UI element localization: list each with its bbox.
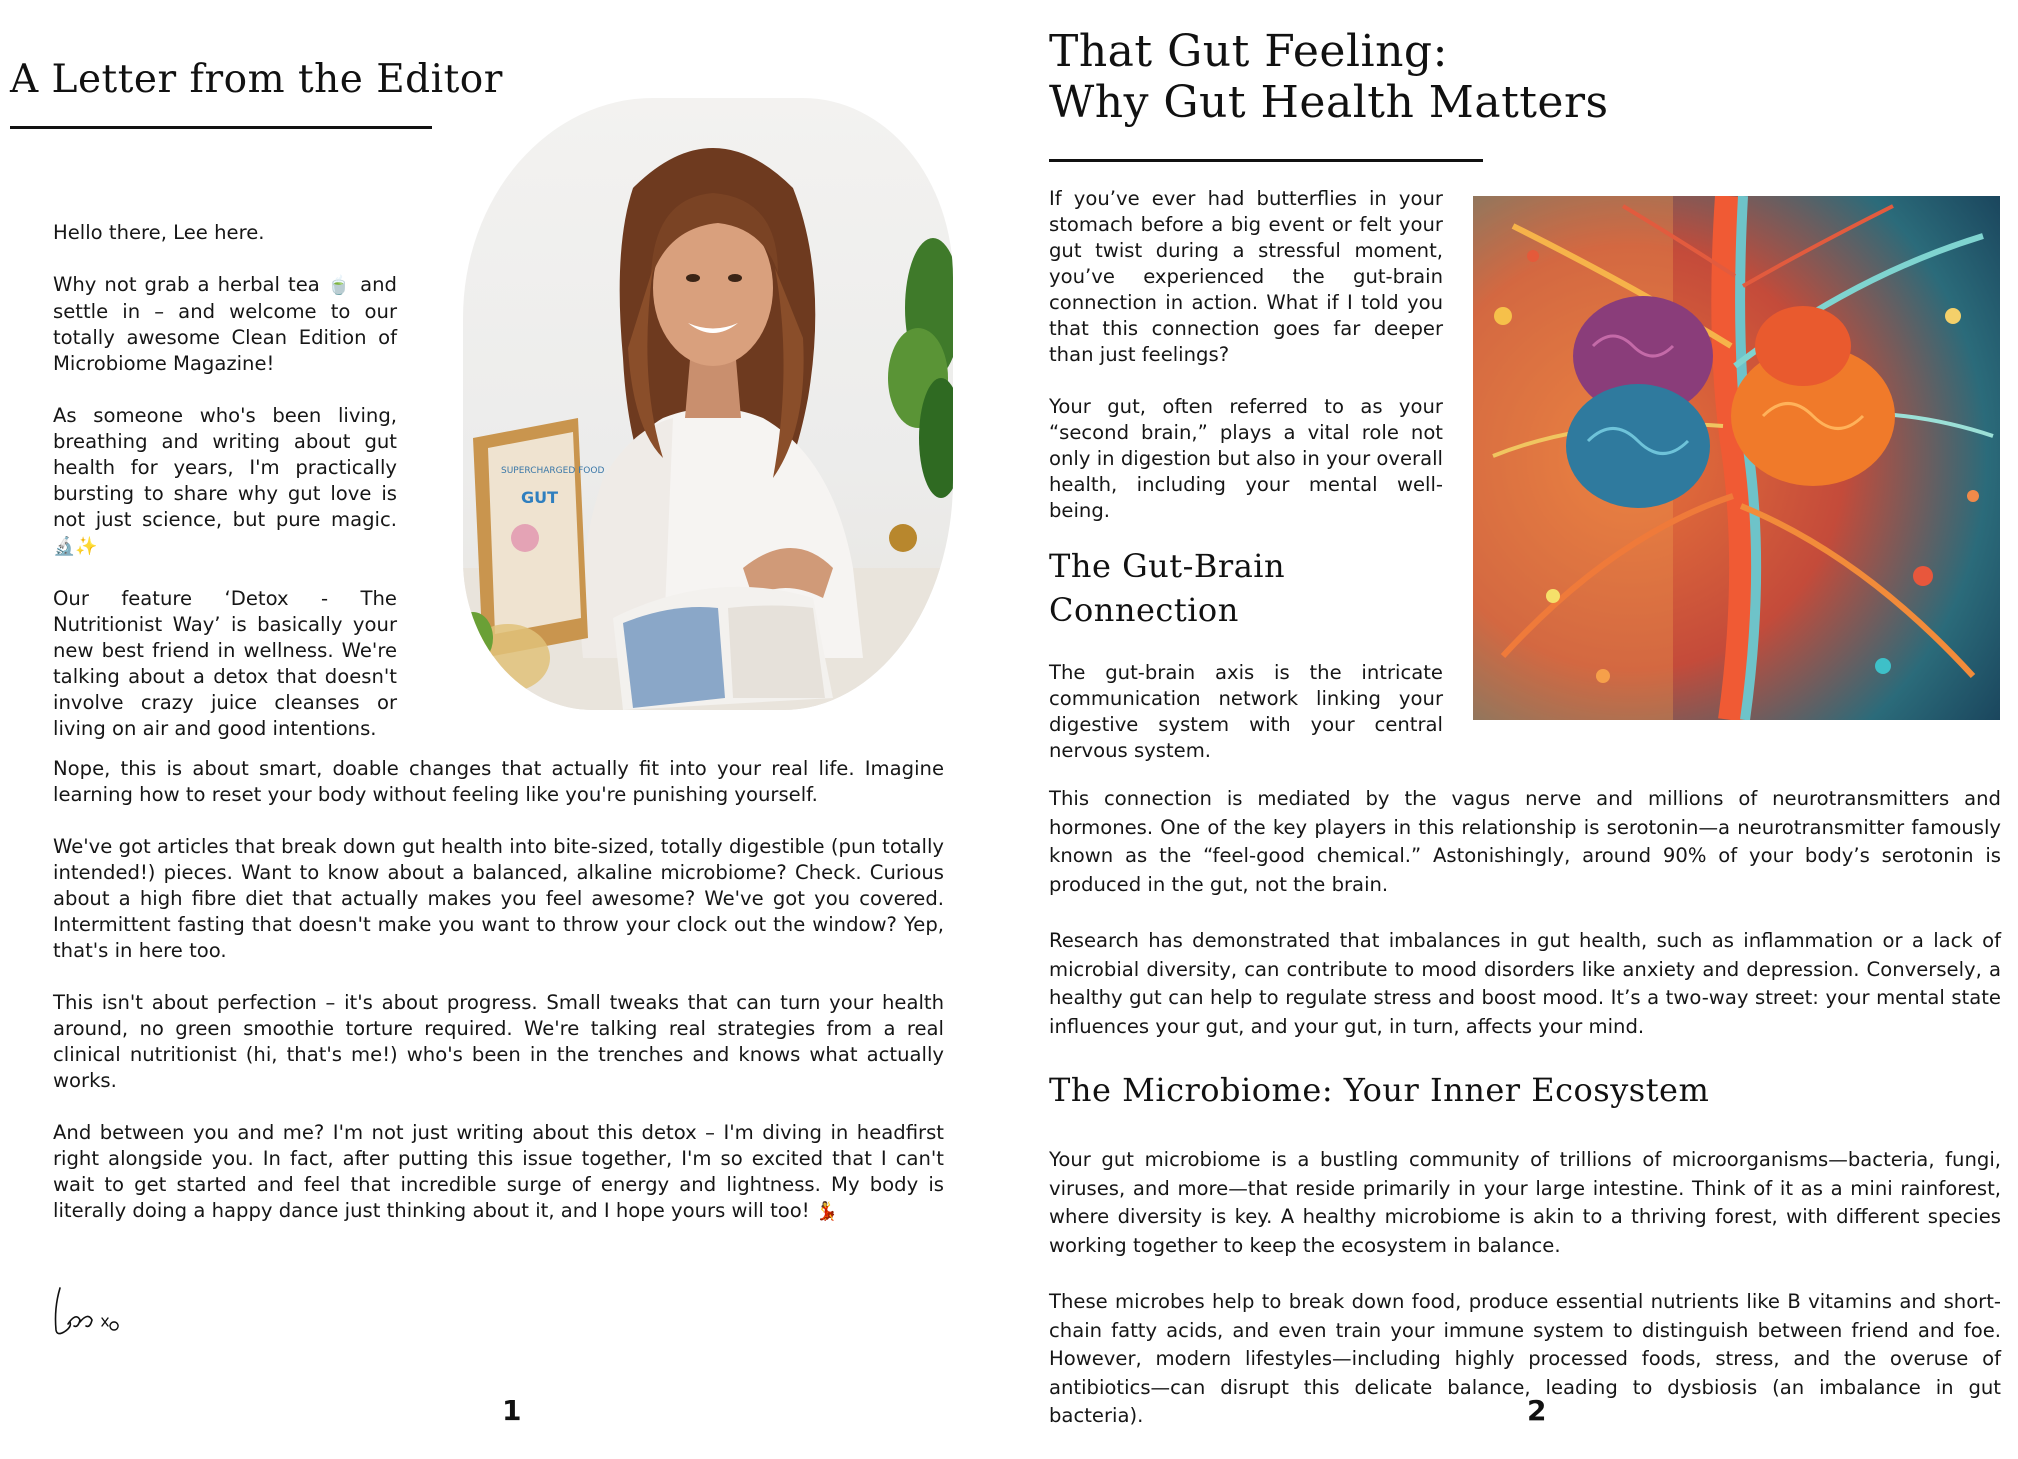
dancer-emoji-icon: 💃: [815, 1201, 839, 1222]
microscope-sparkles-emoji-icon: 🔬✨: [53, 536, 98, 557]
subheading-gut-brain-connection: The Gut-Brain Connection: [1049, 547, 1286, 629]
subheading-microbiome: The Microbiome: Your Inner Ecosystem: [1049, 1071, 1710, 1109]
letter-body: [53, 756, 944, 1225]
intro-paragraph: Your gut, often referred to as your “second brain,” plays a vital role not only in digestion but also in your overall health, including your mental well-being.: [1049, 395, 1443, 522]
tea-emoji-icon: 🍵: [327, 275, 353, 296]
title-underline: [10, 126, 432, 129]
microbiome-section: [1049, 1146, 2001, 1459]
product-word-text: GUT: [521, 488, 559, 507]
gut-brain-paragraph: The gut-brain axis is the intricate communication network linking your digestive system with your central nervous system.: [1049, 661, 1443, 762]
letter-paragraph: And between you and me? I'm not just writing about this detox – I'm diving in headfirst right alongside you. In fact, after putting this issue together, I'm so excited that I can't wait to get started and feel that incredible surge of energy and lightness. My body is literally doing a happy dance just thinking about it, and I hope yours will too! 💃: [53, 1121, 944, 1222]
page-number: 1: [502, 1394, 522, 1427]
experience-paragraph: As someone who's been living, breathing and writing about gut health for years, I'm practically bursting to share why gut love is not just science, but pure magic. 🔬✨: [53, 404, 397, 557]
intro-paragraph: If you’ve ever had butterflies in your stomach before a big event or felt your gut twist during a stressful moment, you’ve experienced the gut-brain connection in action. What if I told you that this connection goes far deeper than just feelings?: [1049, 187, 1443, 366]
article-intro: [1049, 186, 1443, 524]
body-paragraph: This connection is mediated by the vagus nerve and millions of neurotransmitters and hormones. One of the key players in this relationship is serotonin—a neurotransmitter famously known as the “feel-good chemical.” Astonishingly, around 90% of your body’s serotonin is produced in the gut, not the brain.: [1049, 787, 2001, 896]
letter-intro: [53, 220, 397, 742]
welcome-paragraph: Why not grab a herbal tea 🍵 and settle in – and welcome to our totally awesome Clean Edition of Microbiome Magazine!: [53, 273, 397, 375]
letter-paragraph: We've got articles that break down gut health into bite-sized, totally digestible (pun totally intended!) pieces. Want to know about a balanced, alkaline microbiome? Check. Curious about a high fibre diet that actually makes you feel awesome? We've got you covered. Intermittent fasting that doesn't make you want to throw your clock out the window? Yep, that's in here too.: [53, 835, 944, 962]
serotonin-section: [1049, 785, 2001, 1069]
body-paragraph: Research has demonstrated that imbalances in gut health, such as inflammation or a lack of microbial diversity, can contribute to mood disorders like anxiety and depression. Conversely, a healthy gut can help to regulate stress and boost mood. It’s a two-way street: your mental state influences your gut, and your gut, in turn, affects your mind.: [1049, 929, 2001, 1038]
page-number: 2: [1527, 1394, 1547, 1427]
page-1: [0, 0, 1009, 1426]
editor-portrait-photo: [463, 98, 953, 710]
letter-paragraph: Nope, this is about smart, doable changes that actually fit into your real life. Imagine learning how to reset your body without feeling like you're punishing yourself.: [53, 757, 944, 806]
article-title: That Gut Feeling: Why Gut Health Matters: [1049, 26, 1609, 128]
feature-paragraph: Our feature ‘Detox - The Nutritionist Way’ is basically your new best friend in wellness. We're talking about a detox that doesn't involve crazy juice cleanses or living on air and good intentions.: [53, 587, 397, 740]
product-label-text: SUPERCHARGED FOOD: [501, 466, 605, 476]
letter-paragraph: This isn't about perfection – it's about progress. Small tweaks that can turn your health around, no green smoothie torture required. We're talking real strategies from a real clinical nutritionist (hi, that's me!) who's been in the trenches and knows what actually works.: [53, 991, 944, 1092]
title-underline: [1049, 159, 1483, 162]
gut-brain-artwork: [1473, 196, 2000, 720]
editor-letter-title: A Letter from the Editor: [10, 57, 503, 102]
page-2: [1009, 0, 2018, 1426]
gut-brain-illustration: [1473, 196, 2000, 720]
body-paragraph: Your gut microbiome is a bustling community of trillions of microorganisms—bacteria, fungi, viruses, and more—that reside primarily in your large intestine. Think of it as a mini rainforest, where diversity is key. A healthy microbiome is akin to a thriving forest, with different species working together to keep the ecosystem in balance.: [1049, 1148, 2001, 1257]
body-paragraph: These microbes help to break down food, produce essential nutrients like B vitamins and short-chain fatty acids, and even train your immune system to distinguish between friend and foe. However, modern lifestyles—including highly processed foods, stress, and the overuse of antibiotics—can disrupt this delicate balance, leading to dysbiosis (an imbalance in gut bacteria).: [1049, 1290, 2001, 1427]
greeting-paragraph: Hello there, Lee here.: [53, 221, 265, 244]
editor-portrait-illustration: [463, 98, 953, 710]
signature: [50, 1282, 140, 1338]
